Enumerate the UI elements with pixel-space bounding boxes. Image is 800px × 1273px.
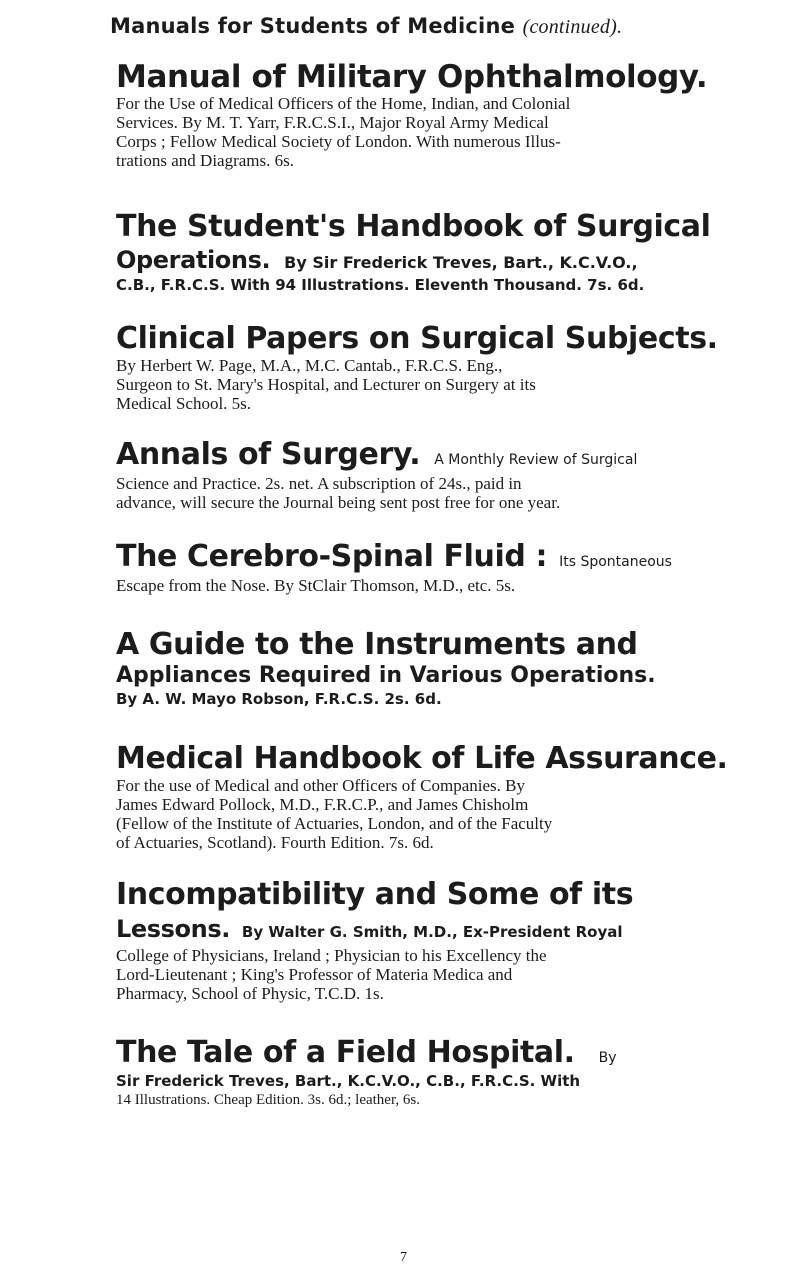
entry-line: Pharmacy, School of Physic, T.C.D. 1s. bbox=[116, 984, 384, 1003]
entry-line: C.B., F.R.C.S. With 94 Illustrations. Eleventh Thousand. 7s. 6d. bbox=[116, 276, 645, 294]
catalogue-entry bbox=[116, 438, 716, 512]
entry-title-line2: Lessons. bbox=[116, 915, 230, 943]
entry-title: The Tale of a Field Hospital. bbox=[116, 1035, 575, 1070]
running-head-continued: (continued). bbox=[522, 16, 623, 38]
entry-title: The Student's Handbook of Surgical bbox=[116, 209, 711, 244]
catalogue-entry bbox=[116, 878, 716, 1003]
catalogue-entry bbox=[116, 628, 716, 709]
entry-line: Sir Frederick Treves, Bart., K.C.V.O., C.B., F.R.C.S. With bbox=[116, 1072, 581, 1090]
catalogue-entry bbox=[116, 322, 716, 413]
entry-line: James Edward Pollock, M.D., F.R.C.P., and James Chisholm bbox=[116, 795, 529, 814]
entry-title-line2: Operations. bbox=[116, 246, 271, 274]
entry-line: advance, will secure the Journal being sent post free for one year. bbox=[116, 493, 561, 512]
entry-line: Its Spontaneous bbox=[559, 554, 672, 570]
entry-line: A Monthly Review of Surgical bbox=[434, 452, 638, 468]
running-head-title: Manuals for Students of Medicine bbox=[110, 14, 516, 38]
entry-line: (Fellow of the Institute of Actuaries, London, and of the Faculty bbox=[116, 814, 553, 833]
entry-line: By A. W. Mayo Robson, F.R.C.S. 2s. 6d. bbox=[116, 690, 442, 708]
entry-line: Services. By M. T. Yarr, F.R.C.S.I., Major Royal Army Medical bbox=[116, 113, 549, 132]
entry-line: By Sir Frederick Treves, Bart., K.C.V.O., bbox=[284, 253, 638, 272]
entry-line: For the use of Medical and other Officers of Companies. By bbox=[116, 776, 526, 795]
entry-line: Lord-Lieutenant ; King's Professor of Materia Medica and bbox=[116, 965, 513, 984]
entry-title: Manual of Military Ophthalmology. bbox=[116, 59, 708, 95]
entry-line: For the Use of Medical Officers of the Home, Indian, and Colonial bbox=[116, 94, 571, 113]
entry-title: Medical Handbook of Life Assurance. bbox=[116, 741, 728, 776]
entry-line: of Actuaries, Scotland). Fourth Edition. 7s. 6d. bbox=[116, 833, 434, 852]
entry-title: Annals of Surgery. bbox=[116, 437, 421, 472]
catalogue-entry bbox=[116, 210, 716, 295]
page-number: 7 bbox=[400, 1250, 407, 1265]
running-head bbox=[110, 14, 622, 39]
entry-line: By bbox=[598, 1050, 617, 1066]
catalogue-entry bbox=[116, 540, 716, 595]
entry-line: Corps ; Fellow Medical Society of London. With numerous Illus- bbox=[116, 132, 561, 151]
entry-line: Science and Practice. 2s. net. A subscription of 24s., paid in bbox=[116, 474, 522, 493]
entry-line: College of Physicians, Ireland ; Physician to his Excellency the bbox=[116, 946, 547, 965]
entry-line: Escape from the Nose. By StClair Thomson, M.D., etc. 5s. bbox=[116, 576, 516, 595]
entry-title-line2: Appliances Required in Various Operations. bbox=[116, 663, 656, 688]
entry-line: By Walter G. Smith, M.D., Ex-President Royal bbox=[241, 923, 623, 941]
catalogue-entry bbox=[116, 1036, 716, 1110]
entry-line: Medical School. 5s. bbox=[116, 394, 252, 413]
entry-title: A Guide to the Instruments and bbox=[116, 627, 638, 662]
entry-title: The Cerebro-Spinal Fluid : bbox=[116, 539, 548, 574]
entry-line: Surgeon to St. Mary's Hospital, and Lecturer on Surgery at its bbox=[116, 375, 536, 394]
entry-title: Incompatibility and Some of its bbox=[116, 877, 634, 912]
entry-line: 14 Illustrations. Cheap Edition. 3s. 6d.; leather, 6s. bbox=[116, 1092, 420, 1108]
entry-title: Clinical Papers on Surgical Subjects. bbox=[116, 321, 718, 356]
catalogue-entry bbox=[116, 741, 728, 852]
catalogue-entry bbox=[116, 60, 716, 170]
entry-line: By Herbert W. Page, M.A., M.C. Cantab., F.R.C.S. Eng., bbox=[116, 356, 503, 375]
entry-line: trations and Diagrams. 6s. bbox=[116, 151, 294, 170]
